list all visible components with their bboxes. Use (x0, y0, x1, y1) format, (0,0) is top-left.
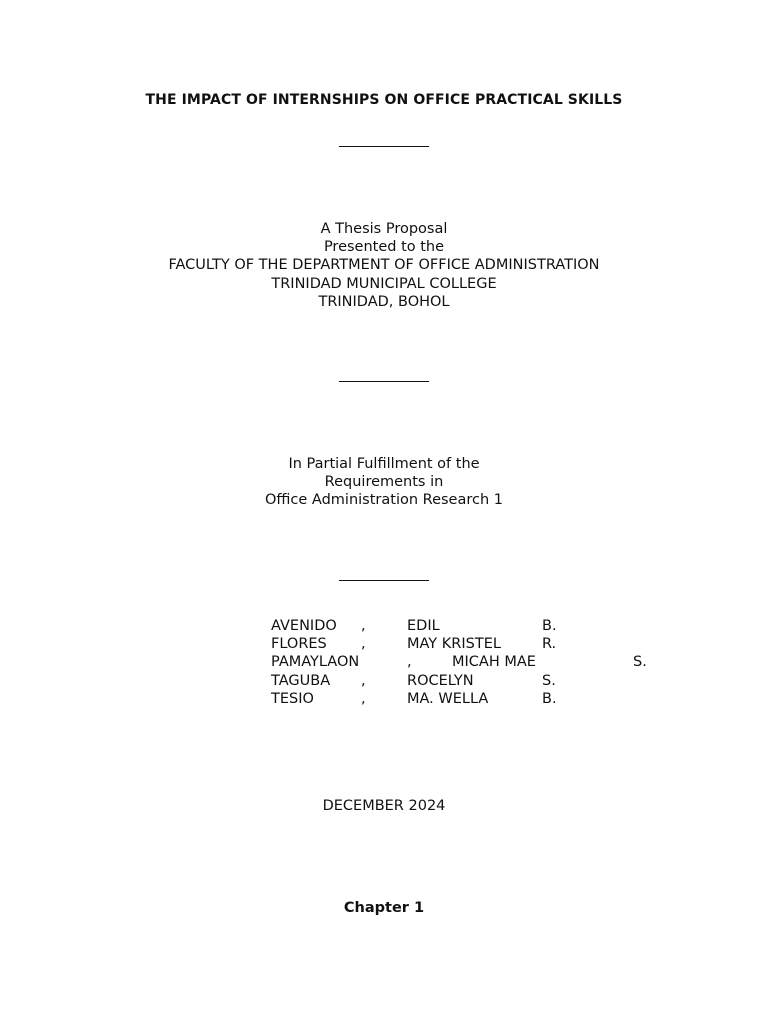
author-first-name: MA. WELLA (407, 690, 489, 707)
proposal-block (0, 220, 768, 311)
submission-date: DECEMBER 2024 (322, 798, 446, 814)
author-separator: , (407, 654, 412, 671)
fulfillment-line: Requirements in (324, 474, 444, 491)
thesis-title: THE IMPACT OF INTERNSHIPS ON OFFICE PRACTICAL SKILLS (145, 92, 623, 108)
author-row (271, 672, 671, 690)
proposal-line: TRINIDAD, BOHOL (318, 293, 450, 310)
author-last-name: TESIO (271, 690, 314, 707)
author-last-name: FLORES (271, 636, 327, 653)
author-separator: , (361, 636, 366, 653)
author-first-name: MICAH MAE (452, 654, 536, 671)
fulfillment-line: Office Administration Research 1 (265, 492, 503, 509)
author-list (271, 617, 671, 708)
author-first-name: EDIL (407, 618, 440, 634)
author-separator: , (361, 618, 366, 634)
proposal-line: FACULTY OF THE DEPARTMENT OF OFFICE ADMINISTRATION (168, 257, 600, 274)
author-last-name: PAMAYLAON (271, 654, 360, 671)
author-middle-initial: R. (542, 636, 557, 653)
author-middle-initial: B. (542, 618, 557, 634)
divider-line (339, 381, 429, 382)
proposal-line: A Thesis Proposal (320, 221, 448, 237)
proposal-line: Presented to the (323, 239, 445, 256)
divider-line (339, 146, 429, 147)
author-row (271, 635, 671, 653)
fulfillment-line: In Partial Fulfillment of the (288, 456, 480, 472)
author-last-name: AVENIDO (271, 618, 337, 634)
author-last-name: TAGUBA (271, 672, 331, 689)
proposal-line: TRINIDAD MUNICIPAL COLLEGE (271, 275, 497, 292)
author-row (271, 690, 671, 708)
author-separator: , (361, 672, 366, 689)
chapter-heading: Chapter 1 (343, 900, 425, 916)
author-row (271, 617, 671, 635)
author-middle-initial: S. (633, 654, 647, 671)
author-middle-initial: B. (542, 690, 557, 707)
author-middle-initial: S. (542, 672, 556, 689)
author-first-name: MAY KRISTEL (407, 636, 501, 653)
divider-line (339, 580, 429, 581)
author-first-name: ROCELYN (407, 672, 474, 689)
author-row (271, 653, 671, 671)
fulfillment-block (0, 455, 768, 510)
author-separator: , (361, 690, 366, 707)
